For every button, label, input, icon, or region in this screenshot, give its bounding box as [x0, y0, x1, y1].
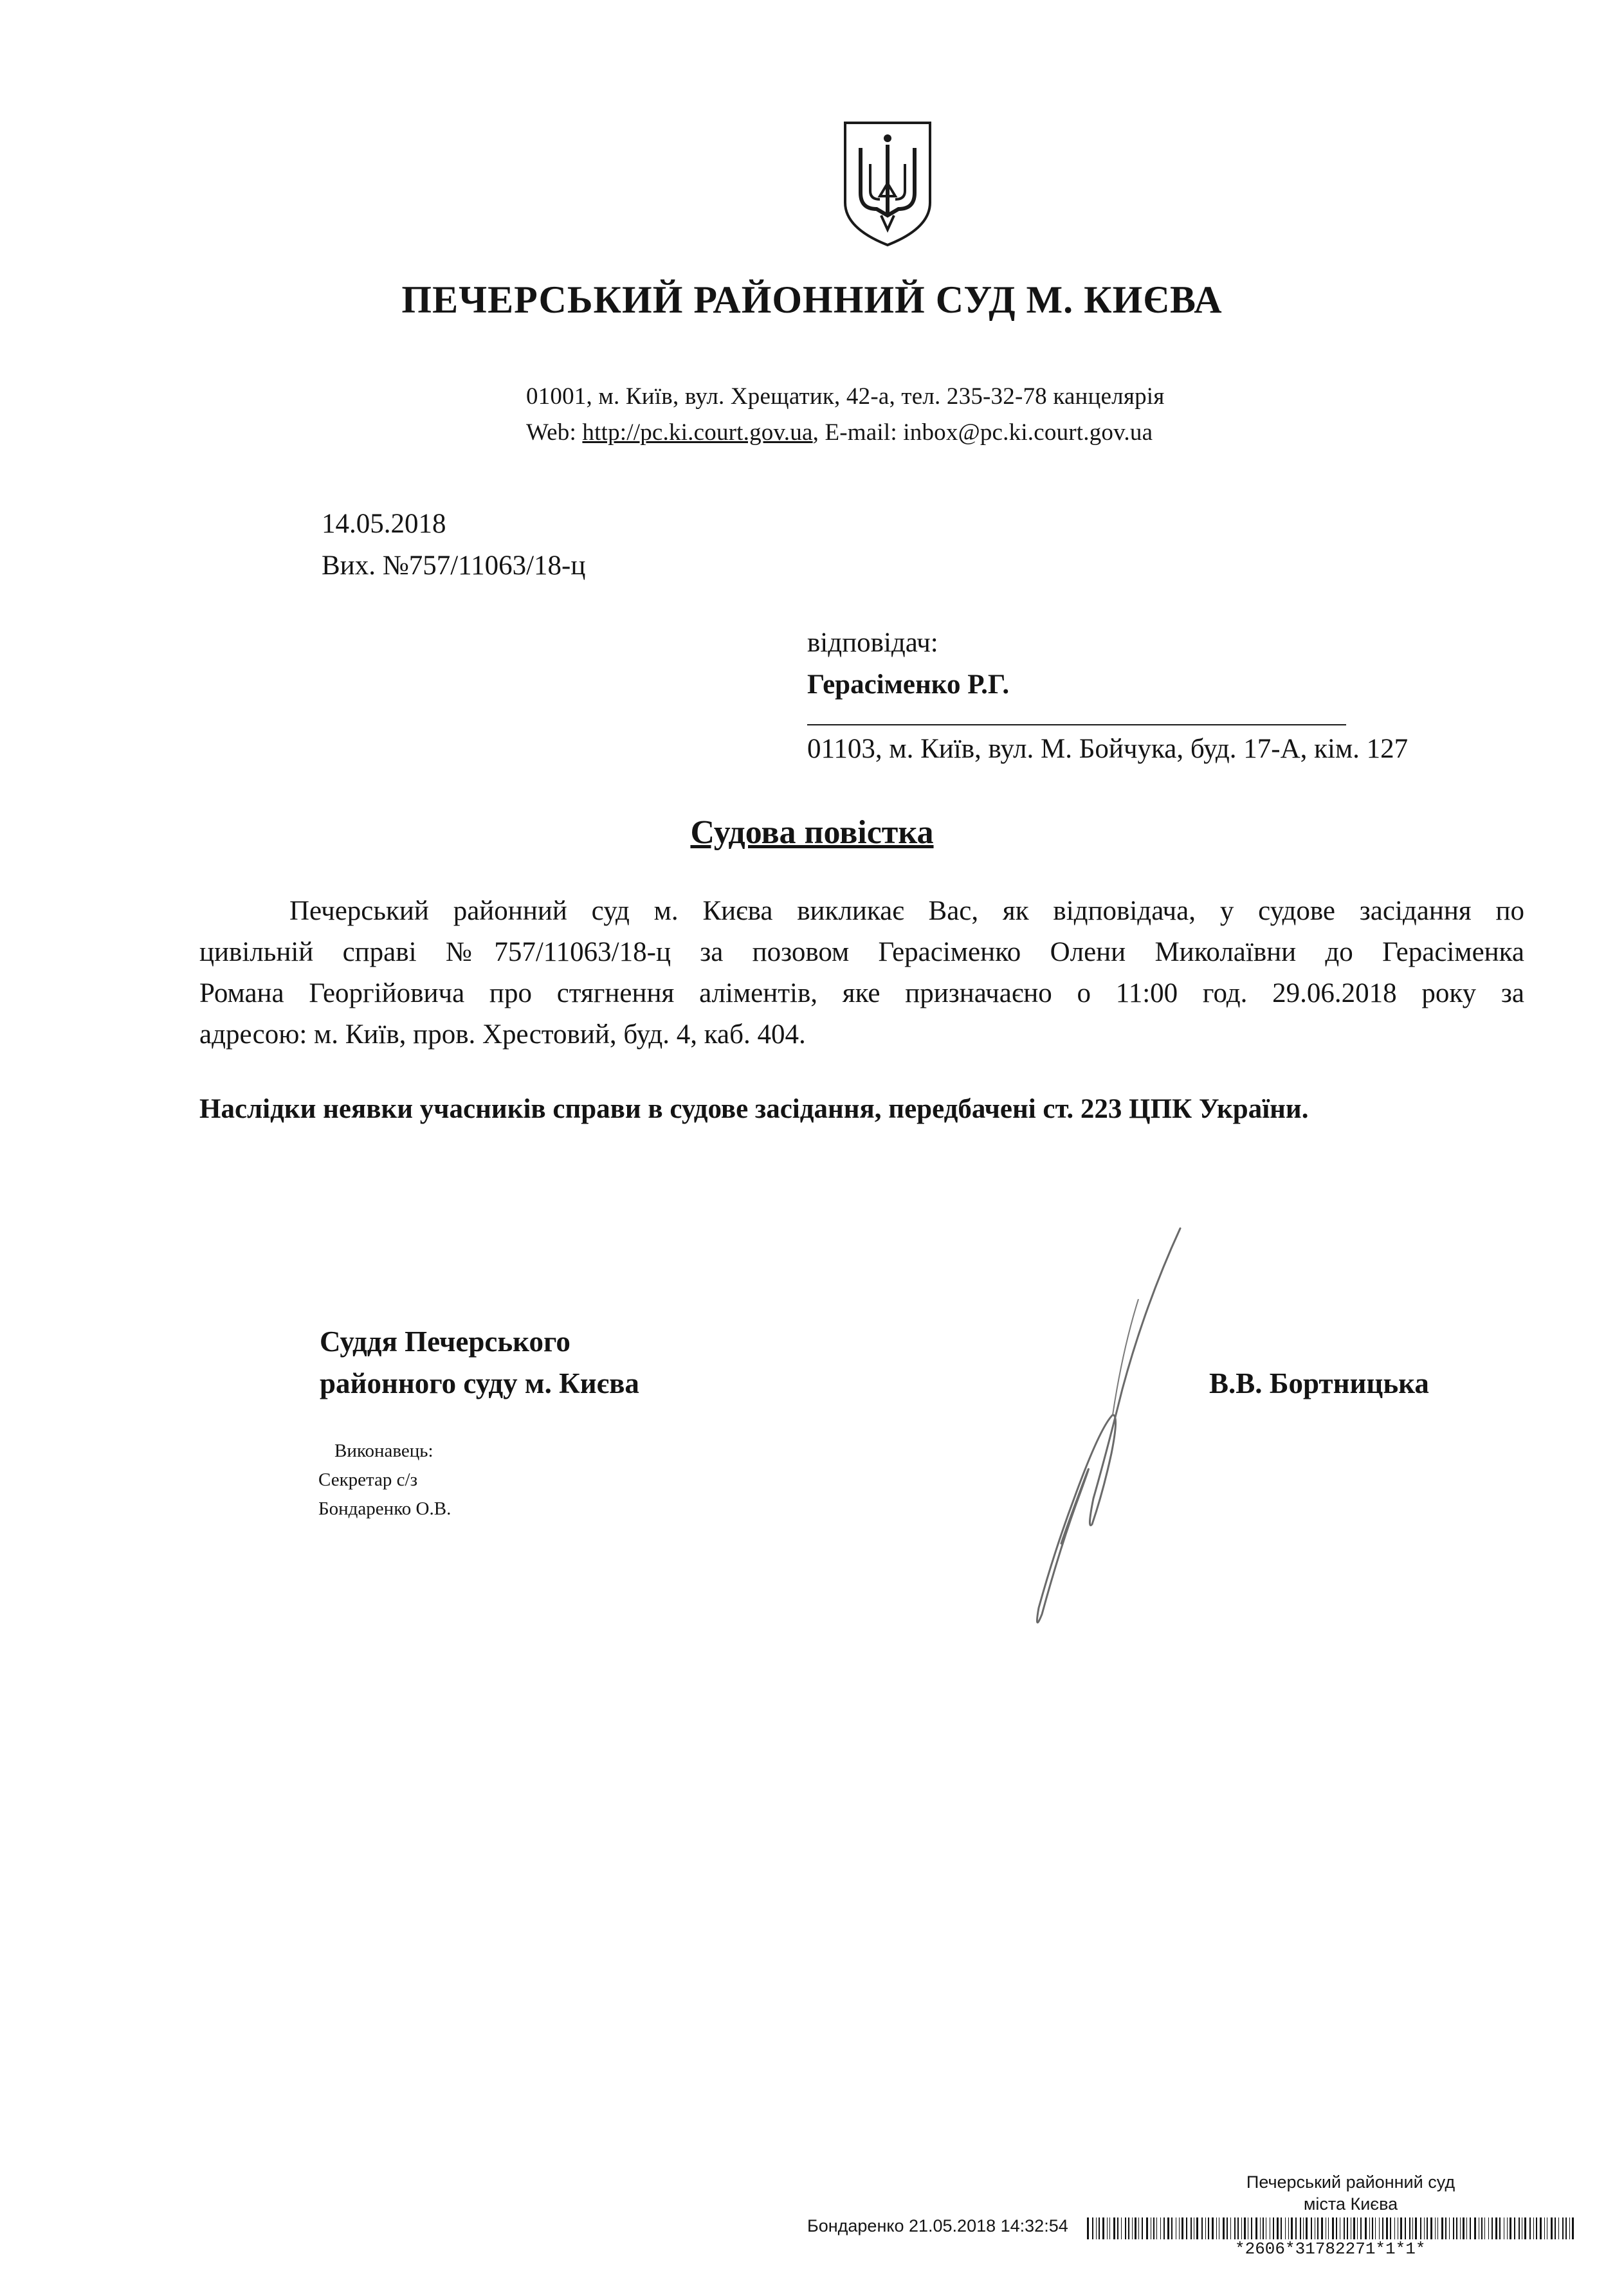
barcode-bar	[1492, 2217, 1493, 2239]
recipient-divider	[807, 724, 1346, 725]
barcode-bar	[1424, 2217, 1425, 2239]
web-prefix: Web:	[526, 419, 583, 446]
summons-body	[199, 891, 1524, 1055]
barcode-bar	[1186, 2217, 1187, 2239]
barcode-bar	[1273, 2217, 1274, 2239]
court-website-link[interactable]: http://pc.ki.court.gov.ua	[582, 419, 813, 446]
court-address: 01001, м. Київ, вул. Хрещатик, 42-а, тел. 235-32-78 канцелярія	[526, 383, 1165, 410]
barcode-bar	[1481, 2217, 1483, 2239]
court-name: ПЕЧЕРСЬКИЙ РАЙОННИЙ СУД М. КИЄВА	[401, 278, 1223, 321]
barcode-bar	[1569, 2217, 1570, 2239]
barcode-bar	[1409, 2217, 1410, 2239]
barcode-bar	[1375, 2217, 1376, 2239]
barcode-bar	[1109, 2217, 1110, 2239]
barcode-bar	[1405, 2217, 1406, 2239]
barcode-bar	[1135, 2217, 1136, 2239]
barcode-bar	[1291, 2217, 1293, 2239]
barcode-bar	[1167, 2217, 1169, 2239]
barcode-bar	[1234, 2217, 1236, 2239]
barcode-bar	[1394, 2217, 1395, 2239]
barcode-bar	[1536, 2217, 1537, 2239]
barcode-bar	[1099, 2217, 1100, 2239]
recipient-address: 01103, м. Київ, вул. М. Бойчука, буд. 17-А, кім. 127	[807, 734, 1409, 764]
barcode-bar	[1179, 2217, 1180, 2239]
barcode-bar	[1153, 2217, 1154, 2239]
barcode-bar	[1328, 2217, 1329, 2239]
barcode-bar	[1360, 2217, 1362, 2239]
barcode-bar	[1544, 2217, 1545, 2239]
barcode-bar	[1216, 2217, 1217, 2239]
barcode-bar	[1208, 2217, 1209, 2239]
barcode-bar	[1295, 2217, 1297, 2239]
barcode-bar	[1230, 2217, 1231, 2239]
barcode-bar	[1087, 2217, 1089, 2239]
barcode-bar	[1306, 2217, 1308, 2239]
barcode-bar	[1311, 2217, 1312, 2239]
barcode-bar	[1182, 2217, 1183, 2239]
barcode-bar	[1160, 2217, 1161, 2239]
barcode-bar	[1551, 2217, 1553, 2239]
barcode-bar	[1495, 2217, 1497, 2239]
barcode-bar	[1463, 2217, 1464, 2239]
barcode-bar	[1142, 2217, 1143, 2239]
barcode-bar	[1565, 2217, 1567, 2239]
barcode-bar	[1484, 2217, 1485, 2239]
executor-position: Секретар с/з	[318, 1470, 418, 1490]
recipient-name: Герасіменко Р.Г.	[807, 669, 1010, 700]
barcode-bar	[1132, 2217, 1133, 2239]
barcode-bar	[1437, 2217, 1438, 2239]
barcode-bar	[1117, 2217, 1118, 2239]
barcode-bar	[1344, 2217, 1345, 2239]
barcode-bar	[1562, 2217, 1564, 2239]
barcode-bar	[1196, 2217, 1198, 2239]
barcode-bar	[1415, 2217, 1417, 2239]
registration-stamp: Бондаренко 21.05.2018 14:32:54	[807, 2216, 1068, 2235]
barcode-bar	[1386, 2217, 1388, 2239]
barcode-bar	[1251, 2217, 1252, 2239]
barcode-bar	[1227, 2217, 1228, 2239]
barcode-bar	[1540, 2217, 1542, 2239]
court-contacts	[526, 419, 1153, 446]
barcode-bar	[1365, 2217, 1367, 2239]
barcode-bar	[1460, 2217, 1461, 2239]
barcode-bar	[1347, 2217, 1348, 2239]
barcode-bar	[1449, 2217, 1450, 2239]
barcode-bar	[1128, 2217, 1129, 2239]
body-line: адресою: м. Київ, пров. Хрестовий, буд. 4, каб. 404.	[199, 1019, 806, 1050]
barcode-bar	[1244, 2217, 1246, 2239]
outgoing-number: Вих. №757/11063/18-ц	[322, 551, 586, 581]
barcode-bar	[1572, 2217, 1574, 2239]
barcode-bar	[1171, 2217, 1172, 2239]
court-email: , E-mail: inbox@pc.ki.court.gov.ua	[812, 419, 1153, 446]
registration-court-line1: Печерський районний суд	[1246, 2172, 1455, 2192]
barcode-bar	[1514, 2217, 1515, 2239]
judge-name: В.В. Бортницька	[1209, 1367, 1429, 1399]
barcode-bar	[1237, 2217, 1239, 2239]
barcode-bar	[1379, 2217, 1380, 2239]
barcode-bar	[1277, 2217, 1279, 2239]
barcode-bar	[1096, 2217, 1097, 2239]
barcode-bar	[1456, 2217, 1457, 2239]
barcode-bar	[1474, 2217, 1476, 2239]
barcode-bar	[1453, 2217, 1454, 2239]
barcode-bar	[1441, 2217, 1443, 2239]
document-title: Судова повістка	[690, 814, 934, 851]
barcode-bar	[1201, 2217, 1203, 2239]
barcode-bar	[1263, 2217, 1264, 2239]
barcode-bar	[1390, 2217, 1391, 2239]
recipient-role: відповідач:	[807, 628, 938, 658]
barcode-bar	[1146, 2217, 1148, 2239]
barcode-bar	[1332, 2217, 1334, 2239]
body-line: Романа Георгійовича про стягнення аліментів, яке призначаєно о 11:00 год. 29.06.2018 року за	[199, 978, 1524, 1008]
barcode-bar	[1241, 2217, 1242, 2239]
barcode-bar	[1317, 2217, 1318, 2239]
body-line: цивільній справі №757/11063/18-ц за позовом Герасіменко Олени Миколаївни до Герасіменка	[199, 937, 1524, 967]
barcode-bar	[1336, 2217, 1337, 2239]
barcode-bar	[1260, 2217, 1261, 2239]
executor-name: Бондаренко О.В.	[318, 1498, 452, 1519]
barcode-bar	[1529, 2217, 1531, 2239]
barcode-bar	[1519, 2217, 1520, 2239]
document-date: 14.05.2018	[322, 509, 446, 539]
executor-label: Виконавець:	[334, 1441, 433, 1461]
barcode-bar	[1205, 2217, 1206, 2239]
barcode-bar	[1303, 2217, 1304, 2239]
body-line: Печерський районний суд м. Києва викликає Вас, як відповідача, у судове засідання по	[289, 896, 1524, 926]
barcode-bar	[1499, 2217, 1501, 2239]
barcode-bar	[1435, 2217, 1436, 2239]
registration-barcode	[1087, 2217, 1582, 2239]
barcode-bar	[1113, 2217, 1115, 2239]
barcode-bar	[1300, 2217, 1301, 2239]
barcode-bar	[1107, 2217, 1108, 2239]
barcode-bar	[1466, 2217, 1467, 2239]
barcode-bar	[1488, 2217, 1489, 2239]
barcode-bar	[1524, 2217, 1526, 2239]
barcode-bar	[1156, 2217, 1157, 2239]
barcode-bar	[1369, 2217, 1370, 2239]
barcode-bar	[1125, 2217, 1126, 2239]
barcode-bar	[1281, 2217, 1282, 2239]
consequences-notice: Наслідки неявки учасників справи в судове засідання, передбачені ст. 223 ЦПК України.	[199, 1094, 1309, 1124]
barcode-bar	[1430, 2217, 1432, 2239]
coat-of-arms-icon	[841, 119, 934, 248]
barcode-bar	[1223, 2217, 1225, 2239]
barcode-bar	[1288, 2217, 1289, 2239]
barcode-bar	[1507, 2217, 1508, 2239]
judge-title-line1: Суддя Печерського	[320, 1325, 570, 1358]
registration-code: *2606*31782271*1*1*	[1235, 2239, 1426, 2259]
barcode-bar	[1138, 2217, 1139, 2239]
barcode-bar	[1533, 2217, 1534, 2239]
barcode-bar	[1372, 2217, 1373, 2239]
barcode-bar	[1400, 2217, 1402, 2239]
barcode-bar	[1102, 2217, 1104, 2239]
barcode-bar	[1357, 2217, 1358, 2239]
barcode-bar	[1470, 2217, 1471, 2239]
signature-image	[984, 1222, 1228, 1640]
barcode-bar	[1353, 2217, 1355, 2239]
barcode-bar	[1191, 2217, 1192, 2239]
barcode-bar	[1412, 2217, 1413, 2239]
registration-court-line2: міста Києва	[1303, 2194, 1398, 2214]
barcode-bar	[1510, 2217, 1511, 2239]
judge-title-line2: районного суду м. Києва	[320, 1367, 639, 1399]
barcode-bar	[1445, 2217, 1446, 2239]
barcode-bar	[1420, 2217, 1421, 2239]
barcode-bar	[1285, 2217, 1286, 2239]
barcode-bar	[1212, 2217, 1214, 2239]
barcode-bar	[1555, 2217, 1556, 2239]
barcode-bar	[1427, 2217, 1428, 2239]
barcode-bar	[1321, 2217, 1323, 2239]
barcode-bar	[1558, 2217, 1559, 2239]
barcode-bar	[1121, 2217, 1122, 2239]
barcode-bar	[1382, 2217, 1383, 2239]
barcode-bar	[1092, 2217, 1093, 2239]
barcode-bar	[1163, 2217, 1165, 2239]
barcode-bar	[1255, 2217, 1257, 2239]
